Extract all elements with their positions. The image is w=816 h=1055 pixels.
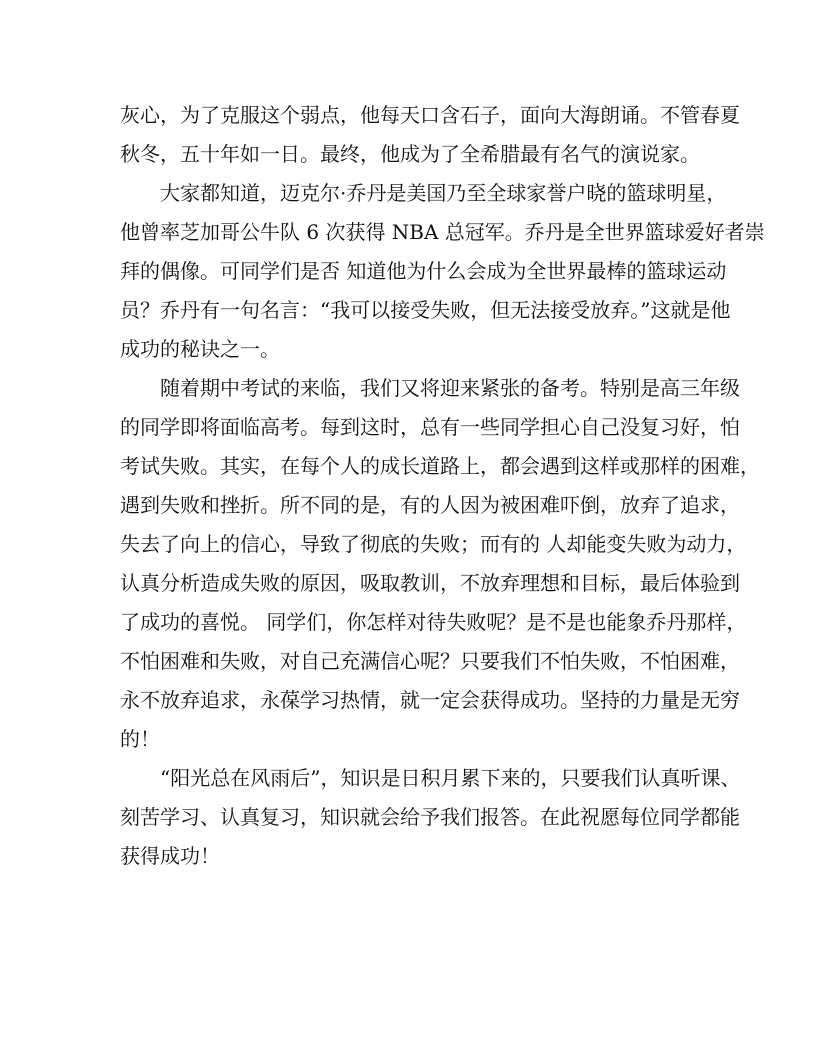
paragraph-2 xyxy=(120,174,765,369)
text-line: 永不放弃追求，永葆学习热情，就一定会获得成功。坚持的力量是无穷 xyxy=(120,688,740,712)
paragraph-3 xyxy=(120,369,760,759)
text-line: 拜的偶像。可同学们是否 知道他为什么会成为全世界最棒的篮球运动 xyxy=(120,259,727,283)
text-line: 的同学即将面临高考。每到这时，总有一些同学担心自己没复习好，怕 xyxy=(120,415,740,439)
text-line: 遇到失败和挫折。所不同的是，有的人因为被困难吓倒，放弃了追求， xyxy=(120,493,740,517)
text-line: 成功的秘诀之一。 xyxy=(120,337,280,361)
paragraph-4 xyxy=(120,759,741,876)
text-line: “阳光总在风雨后”，知识是日积月累下来的，只要我们认真听课、 xyxy=(160,766,741,790)
text-line: 了成功的喜悦。 同学们，你怎样对待失败呢？是不是也能象乔丹那样， xyxy=(120,610,747,634)
text-line: 考试失败。其实，在每个人的成长道路上，都会遇到这样或那样的困难， xyxy=(120,454,760,478)
text-line: 的！ xyxy=(120,727,160,751)
text-line: 不怕困难和失败，对自己充满信心呢？只要我们不怕失败，不怕困难， xyxy=(120,649,740,673)
document-page xyxy=(120,96,765,876)
text-line: 他曾率芝加哥公牛队 6 次获得 NBA 总冠军。乔丹是全世界篮球爱好者崇 xyxy=(120,220,765,244)
text-line: 随着期中考试的来临，我们又将迎来紧张的备考。特别是高三年级 xyxy=(160,376,740,400)
paragraph-1 xyxy=(120,96,740,174)
text-line: 失去了向上的信心，导致了彻底的失败；而有的 人却能变失败为动力， xyxy=(120,532,747,556)
text-line: 灰心，为了克服这个弱点，他每天口含石子，面向大海朗诵。不管春夏 xyxy=(120,103,740,127)
text-line: 员？乔丹有一句名言：“我可以接受失败，但无法接受放弃。”这就是他 xyxy=(120,298,731,322)
text-line: 认真分析造成失败的原因，吸取教训，不放弃理想和目标，最后体验到 xyxy=(120,571,740,595)
text-line: 大家都知道，迈克尔·乔丹是美国乃至全球家誉户晓的篮球明星， xyxy=(160,181,727,205)
text-line: 刻苦学习、认真复习，知识就会给予我们报答。在此祝愿每位同学都能 xyxy=(120,805,740,829)
text-line: 秋冬，五十年如一日。最终，他成为了全希腊最有名气的演说家。 xyxy=(120,142,700,166)
text-line: 获得成功！ xyxy=(120,844,220,868)
